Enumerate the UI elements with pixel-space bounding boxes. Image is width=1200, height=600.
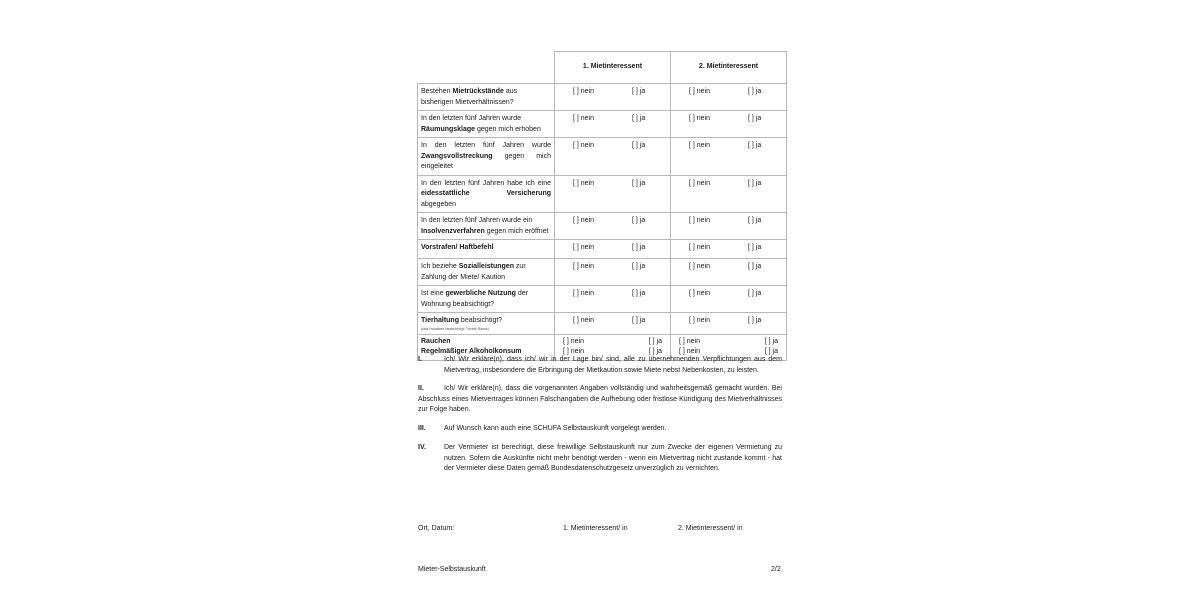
answer-cell-tenant-2 (671, 138, 787, 176)
table-header-row (418, 52, 787, 84)
signature-tenant-2: 2. Mietinteressent/ in (678, 525, 743, 532)
checkbox-ja[interactable]: [ ] ja (748, 88, 762, 95)
checkbox-nein[interactable]: [ ] nein (689, 217, 711, 224)
checkbox-ja[interactable]: [ ] ja (632, 88, 646, 95)
checkbox-nein[interactable]: [ ] nein (563, 348, 585, 355)
declaration-4: IV. Der Vermieter ist berechtigt, diese freiwillige Selbstauskunft nur zum Zwecke der eigenen Vermietung zu nutzen. Sofern die Auskünfte nicht mehr benötigt werden - wenn ein Mietvertrag nicht zustande kommt - hat der Vermieter diese Daten gemäß Bundesdatenschutzgesetz unverzüglich zu vernichten. (418, 444, 782, 472)
question-text-pre: Ich beziehe (421, 263, 459, 270)
table-row (418, 213, 787, 240)
table-row (418, 111, 787, 138)
checkbox-nein[interactable]: [ ] nein (689, 179, 711, 187)
question-keyword: gewerbliche Nutzung (445, 290, 516, 297)
question-keyword: Vorstrafen/ Haftbefehl (421, 244, 494, 251)
question-keyword: Mietrückstände (452, 88, 504, 95)
checkbox-nein[interactable]: [ ] nein (689, 88, 711, 95)
question-text-pre: In den letzten fünf Jahren wurde (421, 115, 522, 122)
checkbox-ja[interactable]: [ ] ja (632, 142, 646, 149)
question-keyword: Räumungsklage (421, 125, 476, 133)
answer-cell-tenant-2 (671, 286, 787, 313)
table-row (418, 84, 787, 111)
checkbox-ja[interactable]: [ ] ja (748, 263, 762, 270)
question-cell (418, 240, 555, 259)
question-text-pre: Ist eine (421, 290, 446, 297)
table-row (418, 286, 787, 313)
checkbox-nein[interactable]: [ ] nein (689, 142, 711, 149)
checkbox-ja[interactable]: [ ] ja (632, 244, 646, 251)
question-cell (418, 111, 555, 138)
question-note: (falls Haustiere beabsichtigt: Tierart/ Rasse) (421, 326, 489, 331)
checkbox-ja[interactable]: [ ] ja (632, 263, 646, 270)
checkbox-nein[interactable]: [ ] nein (573, 317, 595, 324)
question-keyword: Zwangsvollstreckung (421, 152, 493, 160)
questionnaire-table (417, 51, 787, 361)
question-keyword: Insolvenzverfahren (421, 227, 485, 235)
checkbox-ja[interactable]: [ ] ja (748, 142, 762, 149)
answer-cell-tenant-1 (555, 138, 671, 176)
checkbox-ja[interactable]: [ ] ja (648, 337, 662, 345)
checkbox-nein[interactable]: [ ] nein (573, 142, 595, 149)
checkbox-ja[interactable]: [ ] ja (748, 179, 762, 187)
question-text-pre: In den letzten fünf Jahren wurde (421, 142, 551, 149)
answer-cell-tenant-1 (555, 213, 671, 240)
question-cell (418, 84, 555, 111)
question-text-post: gegen mich eingeleitet (421, 152, 551, 170)
question-cell (418, 313, 555, 335)
question-cell (418, 286, 555, 313)
answer-cell-tenant-1 (555, 259, 671, 286)
answer-cell-tenant-2 (671, 84, 787, 111)
footer-title: Mieter-Selbstauskunft (418, 566, 486, 573)
table-row (418, 175, 787, 213)
checkbox-ja[interactable]: [ ] ja (748, 317, 762, 324)
question-cell (418, 259, 555, 286)
question-text-pre: In den letzten fünf Jahren habe ich eine (421, 179, 551, 187)
question-text-post: abgegeben (421, 200, 457, 208)
checkbox-ja[interactable]: [ ] ja (632, 217, 646, 224)
header-blank-cell (418, 52, 555, 84)
checkbox-nein[interactable]: [ ] nein (679, 337, 701, 345)
question-keyword: Rauchen (421, 337, 451, 345)
table-row (418, 259, 787, 286)
question-cell (418, 138, 555, 176)
question-text-post: der Wohnung beabsichtigt? (421, 290, 528, 308)
checkbox-ja[interactable]: [ ] ja (748, 244, 762, 251)
checkbox-ja[interactable]: [ ] ja (764, 348, 778, 355)
question-keyword: eidesstattliche Versicherung (421, 190, 551, 197)
answer-cell-tenant-2 (671, 259, 787, 286)
checkbox-nein[interactable]: [ ] nein (573, 217, 595, 224)
question-cell (418, 175, 555, 213)
answer-cell-tenant-2 (671, 213, 787, 240)
footer-page-number: 2/2 (771, 566, 781, 573)
checkbox-ja[interactable]: [ ] ja (748, 217, 762, 224)
answer-cell-tenant-1 (555, 175, 671, 213)
checkbox-ja[interactable]: [ ] ja (632, 317, 646, 324)
checkbox-nein[interactable]: [ ] nein (689, 115, 711, 122)
checkbox-ja[interactable]: [ ] ja (632, 115, 646, 122)
checkbox-nein[interactable]: [ ] nein (573, 179, 595, 187)
header-tenant-2: 2. Mietinteressent (671, 52, 787, 84)
declaration-2: II. Ich/ Wir erkläre(n), dass die vorgenannten Angaben vollständig und wahrheitsgemäß gemacht wurden. Bei Abschluss eines Mietvertrages können Falschangaben die Aufhebung oder fristlose Kündigung des Mietverhältnisses zur Folge haben. (418, 385, 782, 413)
table-row (418, 313, 787, 335)
checkbox-nein[interactable]: [ ] nein (689, 244, 711, 251)
answer-cell-tenant-1 (555, 84, 671, 111)
declaration-1: I. Ich/ Wir erkläre(n), dass ich/ wir in der Lage bin/ sind, alle zu übernehmenden Verpflichtungen aus dem Mietvertrag, insbesondere die Erbringung der Mietkaution sowie Miete nebst Nebenkosten, zu leisten. (418, 356, 782, 374)
checkbox-nein[interactable]: [ ] nein (573, 88, 595, 95)
checkbox-ja[interactable]: [ ] ja (648, 348, 662, 355)
question-text-post: aus bisherigen Mietverhältnissen? (421, 88, 518, 106)
question-text-post: gegen mich eröffnet (484, 227, 549, 235)
signature-tenant-1: 1. Mietinteressent/ in (563, 525, 628, 532)
question-text-pre: Bestehen (421, 88, 453, 95)
checkbox-nein[interactable]: [ ] nein (679, 348, 701, 355)
signature-place-date: Ort, Datum: (418, 525, 455, 532)
header-tenant-1: 1. Mietinteressent (555, 52, 671, 84)
checkbox-nein[interactable]: [ ] nein (563, 337, 585, 345)
answer-cell-tenant-1 (555, 111, 671, 138)
checkbox-nein[interactable]: [ ] nein (689, 317, 711, 324)
checkbox-nein[interactable]: [ ] nein (573, 290, 595, 297)
answer-cell-tenant-2 (671, 175, 787, 213)
answer-cell-tenant-1 (555, 286, 671, 313)
question-text-pre: In den letzten fünf Jahren wurde ein (421, 217, 533, 224)
answer-cell-tenant-1 (555, 240, 671, 259)
answer-cell-tenant-2 (671, 240, 787, 259)
checkbox-ja[interactable]: [ ] ja (632, 290, 646, 297)
question-text-post: zur Zahlung der Miete/ Kaution (421, 263, 526, 281)
checkbox-nein[interactable]: [ ] nein (689, 290, 711, 297)
checkbox-ja[interactable]: [ ] ja (764, 337, 778, 345)
question-keyword: Sozialleistungen (458, 263, 514, 270)
answer-cell-tenant-1 (555, 313, 671, 335)
question-cell (418, 213, 555, 240)
checkbox-nein[interactable]: [ ] nein (573, 263, 595, 270)
question-keyword: Tierhaltung (421, 317, 459, 324)
checkbox-ja[interactable]: [ ] ja (748, 290, 762, 297)
question-text-post: gegen mich erhoben (475, 125, 541, 133)
table-row (418, 138, 787, 176)
declaration-3: III. Auf Wunsch kann auch eine SCHUFA Selbstauskunft vorgelegt werden. (418, 425, 667, 432)
answer-cell-tenant-2 (671, 111, 787, 138)
question-keyword: Regelmäßiger Alkoholkonsum (421, 348, 522, 355)
answer-cell-tenant-2 (671, 313, 787, 335)
table-row (418, 240, 787, 259)
checkbox-nein[interactable]: [ ] nein (573, 115, 595, 122)
checkbox-ja[interactable]: [ ] ja (632, 179, 646, 187)
checkbox-nein[interactable]: [ ] nein (689, 263, 711, 270)
checkbox-ja[interactable]: [ ] ja (748, 115, 762, 122)
question-text-post: beabsichtigt? (458, 317, 503, 324)
checkbox-nein[interactable]: [ ] nein (573, 244, 595, 251)
